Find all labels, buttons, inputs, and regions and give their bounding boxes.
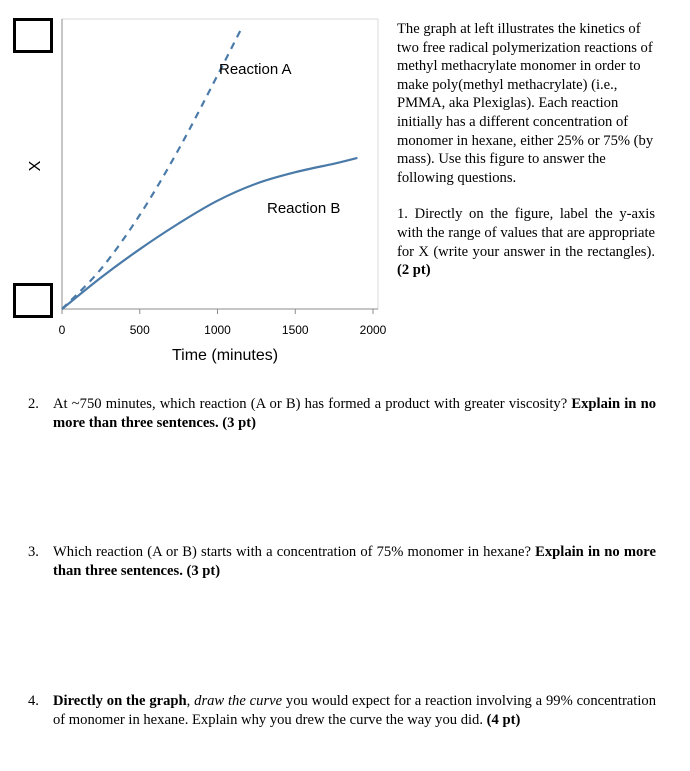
- y-axis-label: X: [27, 160, 44, 172]
- question-4: 4. Directly on the graph, draw the curve you would expect for a reaction involving a 99% concentration of monomer in hexane. Explain why you drew the curve the way you did. (4 pt): [28, 693, 656, 728]
- question-3: [28, 543, 656, 580]
- question-1-text: 1. Directly on the figure, label the y-axis with the range of values that are appropriate for X (write your answer in the rectangles).: [397, 206, 655, 260]
- x-tick-label: 1000: [204, 323, 231, 337]
- x-axis-label: Time (minutes): [171, 347, 279, 364]
- question-1: [397, 205, 655, 279]
- question-3-instructions: Explain in no more than three sentences. (3 pt): [53, 544, 657, 579]
- reaction-b-curve: [62, 158, 357, 309]
- question-3-number: 3.: [28, 544, 39, 560]
- x-tick-label: 1500: [281, 323, 309, 337]
- question-4-lead: Directly on the graph: [53, 693, 187, 709]
- question-4-emphasis: draw the curve: [194, 693, 283, 709]
- question-2-text: At ~750 minutes, which reaction (A or B) has formed a product with greater viscosity?: [53, 396, 568, 412]
- reaction-b-label: Reaction B: [267, 200, 341, 217]
- intro-text: The graph at left illustrates the kinetics of two free radical polymerization reactions of methyl methacrylate monomer in order to make poly(methyl methacrylate) (i.e., PMMA, aka Plexiglas). Each reaction initially has a different concentration of monomer in hexane, either 25% or 75% (by mass). Use this figure to answer the following questions.: [397, 21, 654, 186]
- question-2-instructions: Explain in no more than three sentences. (3 pt): [53, 396, 656, 431]
- question-4-points: (4 pt): [486, 711, 521, 728]
- y-min-answer-box[interactable]: [13, 283, 53, 318]
- question-4-text: you would expect for a reaction involving a 99% concentration of monomer in hexane. Explain why you drew the curve the way you did.: [53, 693, 656, 728]
- reaction-a-curve: [62, 30, 241, 309]
- question-2: [28, 395, 656, 432]
- y-max-answer-box[interactable]: [13, 18, 53, 53]
- question-3-text: Which reaction (A or B) starts with a concentration of 75% monomer in hexane?: [53, 544, 531, 560]
- x-tick-label: 500: [129, 323, 150, 337]
- question-4-number: 4.: [28, 693, 39, 709]
- intro-block: [397, 20, 655, 280]
- question-1-points: (2 pt): [397, 262, 431, 279]
- kinetics-chart: [0, 0, 395, 380]
- x-tick-label: 2000: [359, 323, 387, 337]
- question-2-number: 2.: [28, 396, 39, 412]
- reaction-a-label: Reaction A: [219, 61, 292, 78]
- x-tick-label: 0: [58, 323, 66, 337]
